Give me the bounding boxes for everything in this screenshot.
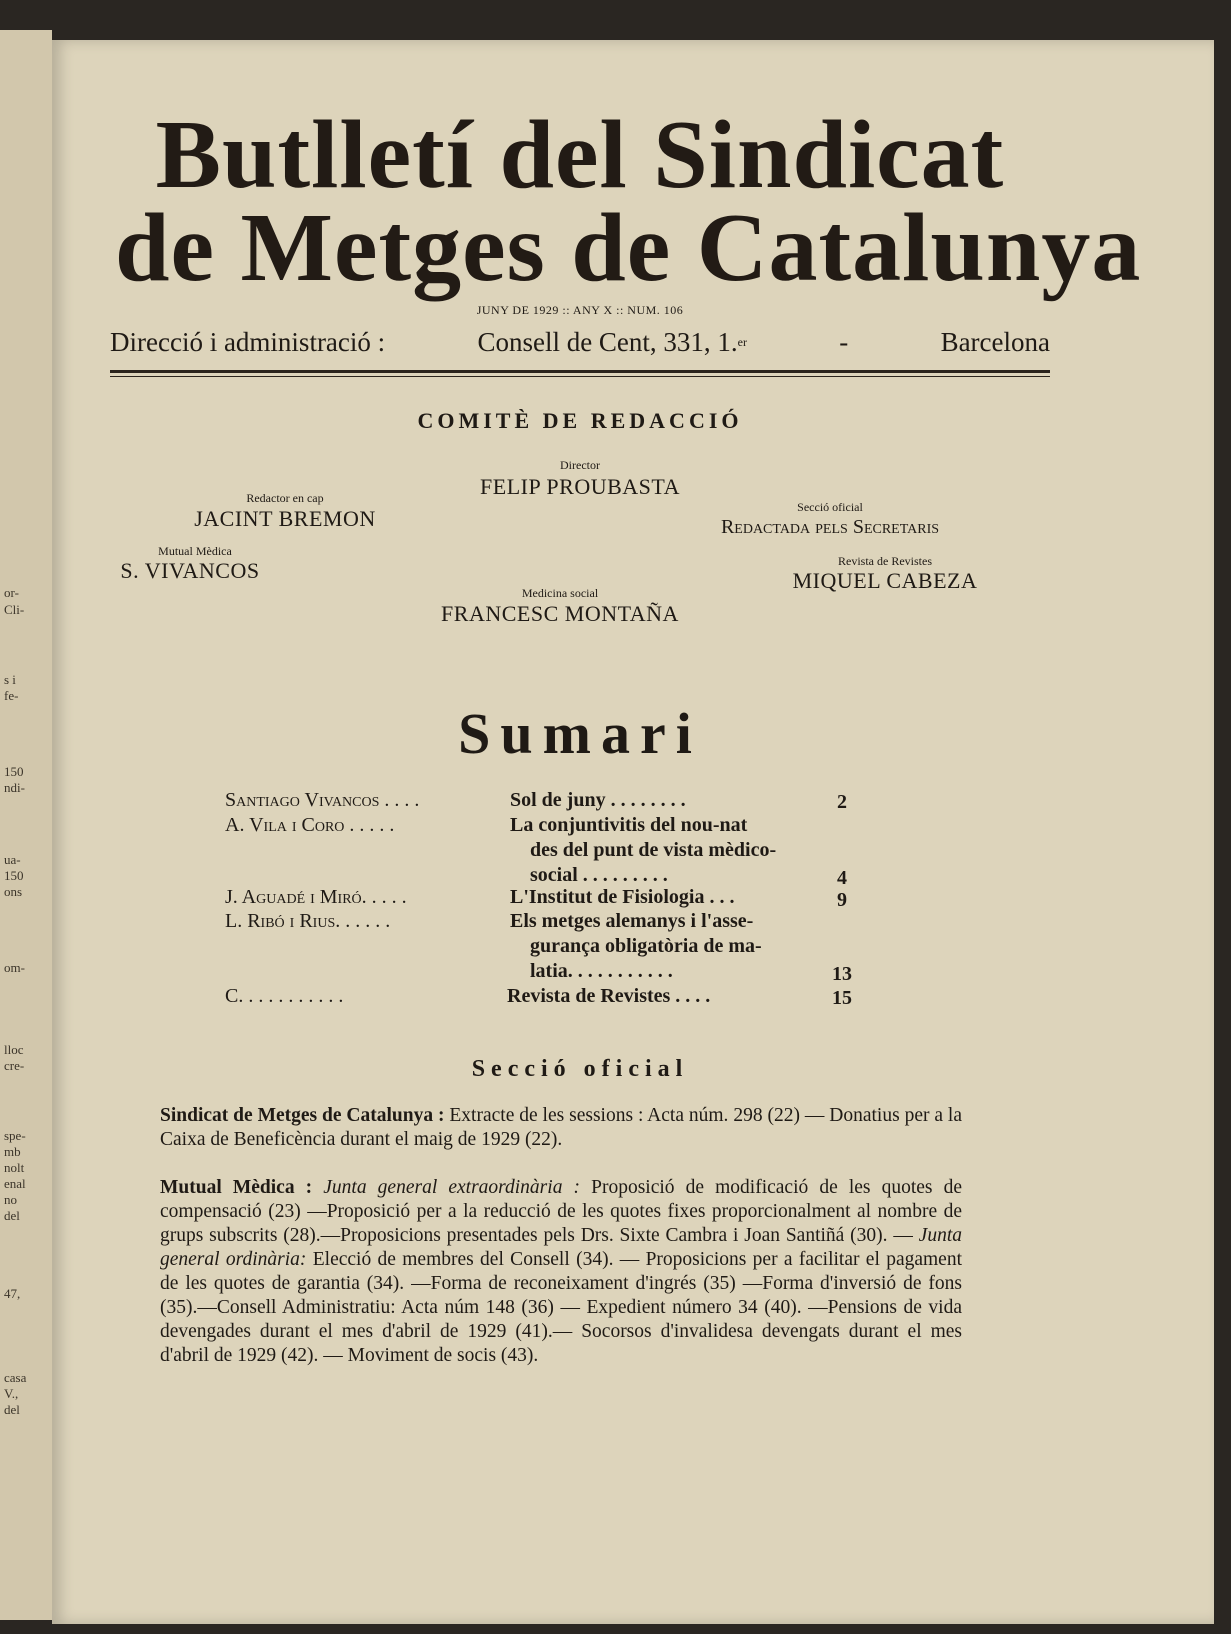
mutual-lead: Mutual Mèdica : <box>160 1177 313 1198</box>
left-fragment: Cli- <box>4 602 25 617</box>
address-line <box>110 326 1050 358</box>
toc-author: J. Aguadé i Miró. . . . . <box>225 886 407 908</box>
social-role: Medicina social <box>521 586 599 600</box>
director-name: FELIP PROUBASTA <box>480 474 680 499</box>
left-fragment: del <box>4 1402 20 1417</box>
left-fragment: om- <box>4 960 25 975</box>
header-rule <box>110 370 1050 373</box>
left-fragment: del <box>4 1208 20 1223</box>
toc-page: 4 <box>837 867 847 889</box>
director-role: Director <box>560 458 600 472</box>
mutual-paragraph <box>160 1176 962 1368</box>
left-fragment: spe- <box>4 1128 26 1143</box>
toc-title: gurança obligatòria de ma- <box>530 935 762 957</box>
address-label: Direcció i administració : <box>110 327 386 357</box>
toc-title: latia. . . . . . . . . . . <box>530 960 673 982</box>
sindicat-lead: Sindicat de Metges de Catalunya : <box>160 1105 445 1126</box>
mutual-name: S. VIVANCOS <box>120 558 260 583</box>
left-page-edge <box>0 30 52 1620</box>
left-fragment: ua- <box>4 852 21 867</box>
left-fragment: fe- <box>4 688 19 703</box>
toc-page: 9 <box>837 889 847 911</box>
toc-page: 15 <box>832 987 852 1009</box>
sindicat-text: Extracte de les sessions : Acta núm. 298 (22) — Donatius per a la Caixa de Beneficència durant el maig de 1929 (22). <box>160 1105 963 1150</box>
official-section-role: Secció oficial <box>797 500 863 514</box>
toc-title: Els metges alemanys i l'asse- <box>510 910 754 932</box>
address-street: Consell de Cent, 331, 1. <box>477 327 738 357</box>
address-floor: er <box>737 335 747 349</box>
toc-author: C. . . . . . . . . . . <box>225 985 344 1007</box>
address-city: Barcelona <box>940 327 1050 357</box>
left-fragment: 47, <box>4 1286 21 1301</box>
official-section-title: Secció oficial <box>471 1056 689 1082</box>
chief-editor-name: JACINT BREMON <box>194 506 376 531</box>
toc-title: social . . . . . . . . . <box>530 864 668 886</box>
review-name: MIQUEL CABEZA <box>792 568 978 593</box>
left-fragment: lloc <box>4 1042 24 1057</box>
official-section-name: Redactada pels Secretaris <box>720 516 940 538</box>
left-fragment: ndi- <box>4 780 25 795</box>
left-fragment: s i <box>4 672 16 687</box>
left-fragment: nolt <box>4 1160 25 1175</box>
sindicat-paragraph <box>160 1104 962 1152</box>
mutual-italic-2: Junta general ordinària: <box>160 1225 962 1270</box>
left-fragment: casa <box>4 1370 27 1385</box>
mutual-role: Mutual Mèdica <box>158 544 232 558</box>
toc-page: 2 <box>837 791 847 813</box>
toc-title: L'Institut de Fisiologia . . . <box>510 886 735 908</box>
masthead-title-line1: Butlletí del Sindicat <box>155 101 1005 209</box>
issue-line: JUNY DE 1929 :: ANY X :: NUM. 106 <box>476 303 684 317</box>
toc-title: La conjuntivitis del nou-nat <box>510 814 748 836</box>
journal-page <box>52 40 1214 1624</box>
toc-page: 13 <box>832 963 852 985</box>
social-name: FRANCESC MONTAÑA <box>441 601 679 626</box>
left-fragment: enal <box>4 1176 26 1191</box>
mutual-text-1: Proposició de modificació de les quotes de compensació (23) —Proposició per a la reducció de les quotes fixes proporcionalment al nombre de grups subscrits (28).—Proposicions presentades pels Drs. Sixte Cambra i Joan Santiñá (30). — <box>160 1177 962 1246</box>
address-dash: - <box>839 327 849 357</box>
toc-author: A. Vila i Coro . . . . . <box>225 814 395 836</box>
review-role: Revista de Revistes <box>838 554 932 568</box>
toc-title: des del punt de vista mèdico- <box>530 839 777 861</box>
left-fragment: V., <box>4 1386 19 1401</box>
masthead-title-line2: de Metges de Catalunya <box>115 194 1142 302</box>
header-rule-thin <box>110 376 1050 377</box>
left-fragment: or- <box>4 585 19 600</box>
left-fragment: 150 <box>4 764 24 779</box>
mutual-italic-1: Junta general extraordinària : <box>323 1177 581 1198</box>
address-street-wrap <box>477 326 747 358</box>
left-fragment: cre- <box>4 1058 25 1073</box>
toc-title: Revista de Revistes . . . . <box>507 985 711 1007</box>
mutual-text-2: Elecció de membres del Consell (34). — Proposicions per a facilitar el pagament de les quotes de garantia (34). —Forma de reconeixament d'ingrés (35) —Forma d'inversió de fons (35).—Consell Administratiu: Acta núm 148 (36) — Expedient número 34 (40). —Pensions de vida devengades durant el mes d'abril de 1929 (41).— Socorsos d'invalidesa devengats durant el mes d'abril de 1929 (42). — Moviment de socis (43). <box>160 1249 962 1366</box>
toc-author: Santiago Vivancos . . . . <box>225 789 420 811</box>
toc-title: Sol de juny . . . . . . . . <box>510 789 686 811</box>
committee-title: COMITÈ DE REDACCIÓ <box>417 408 743 433</box>
chief-editor-role: Redactor en cap <box>246 491 324 505</box>
toc-author: L. Ribó i Rius. . . . . . <box>225 910 391 932</box>
left-fragment: ons <box>4 884 23 899</box>
summary-title: Sumari <box>458 701 702 766</box>
left-fragment: 150 <box>4 868 24 883</box>
left-fragment: no <box>4 1192 17 1207</box>
left-fragment: mb <box>4 1144 21 1159</box>
